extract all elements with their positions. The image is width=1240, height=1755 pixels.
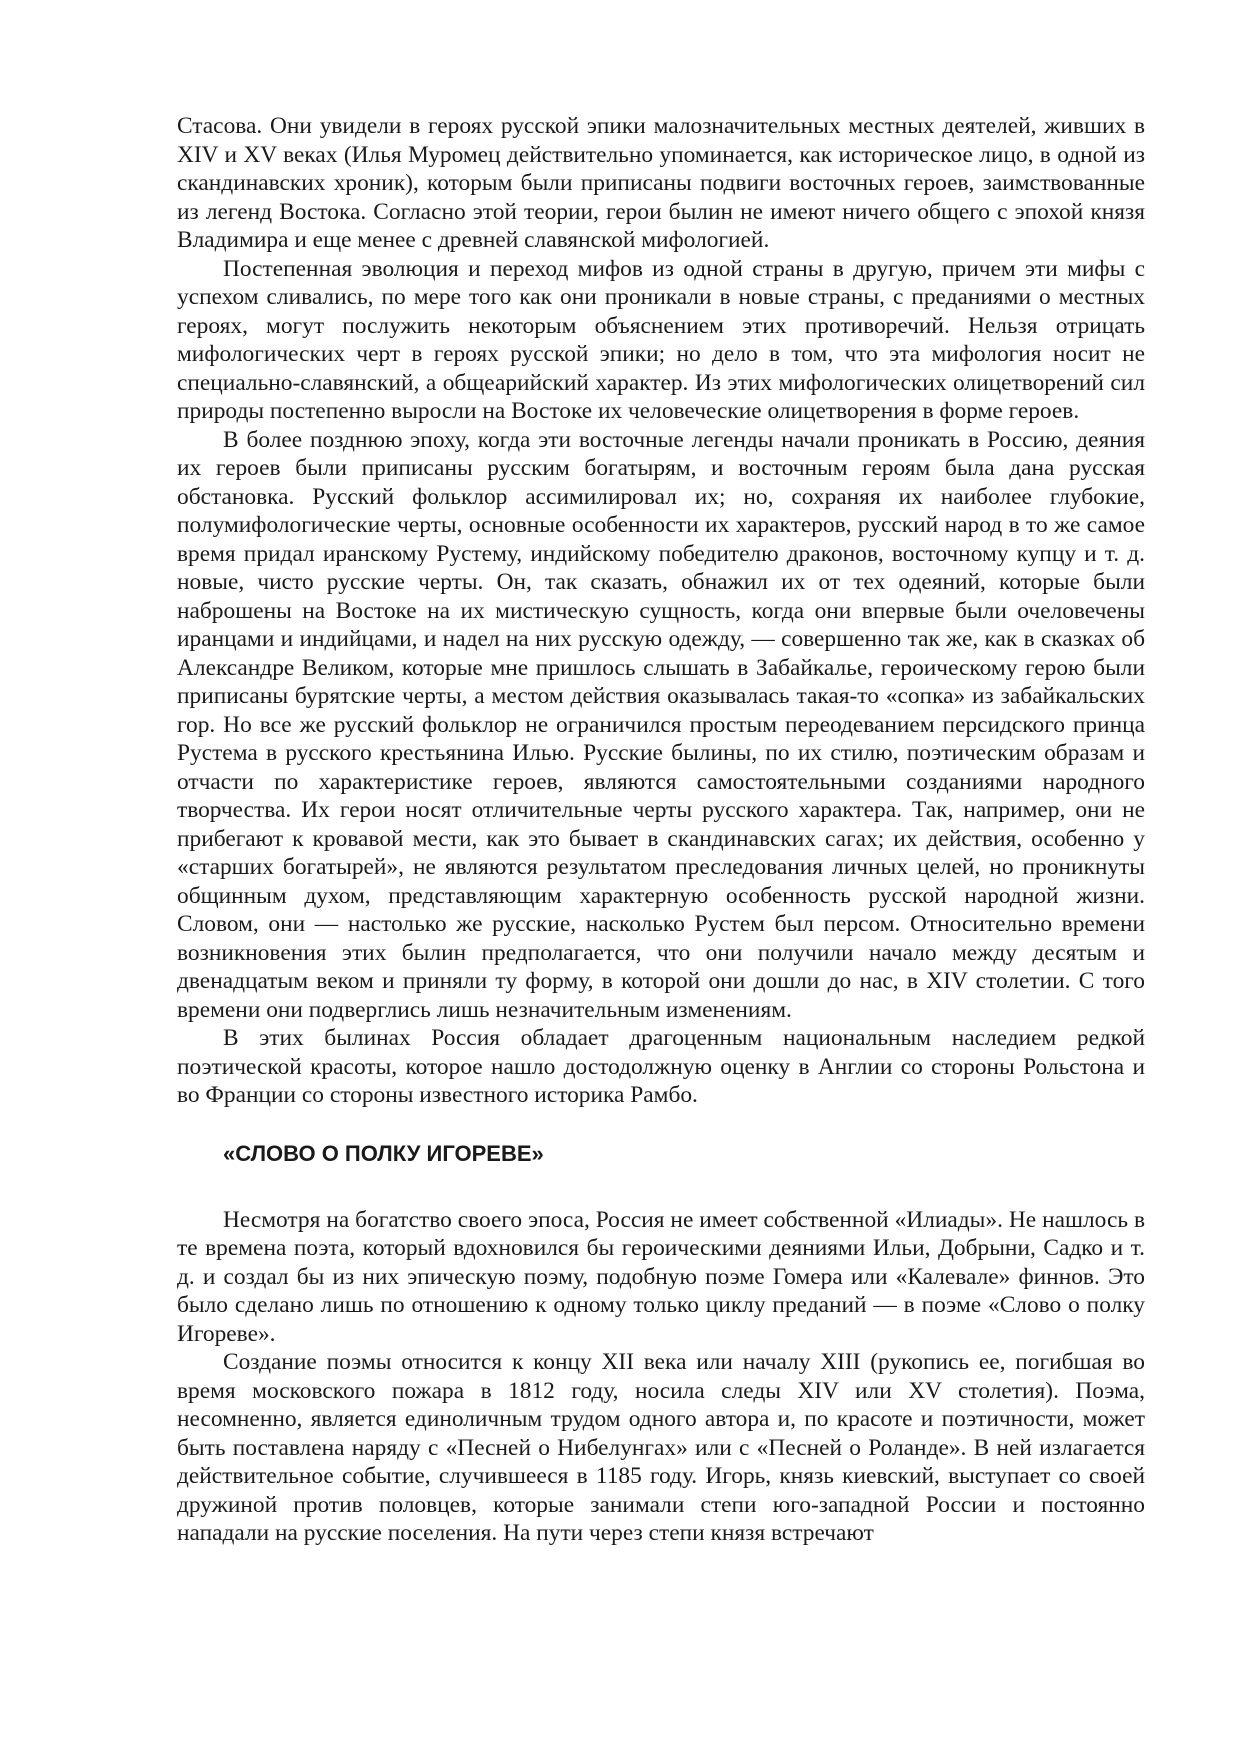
document-page [177, 112, 1145, 1548]
paragraph-poetic-heritage: В этих былинах Россия обладает драгоценным национальным наследием редкой поэтической красоты, которое нашло достодолжную оценку в Англии со стороны Рольстона и во Франции со стороны известного историка Рамбо. [177, 1025, 1145, 1108]
paragraph-myth-evolution: Постепенная эволюция и переход мифов из одной страны в другую, причем эти мифы с успехом сливались, по мере того как они проникали в новые страны, с преданиями о местных героях, могут послужить некоторым объяснением этих противоречий. Нельзя отрицать мифологических черт в героях русской эпики; но дело в том, что эта мифология носит не специально-славянский, а общеарийский характер. Из этих мифологических олицетворений сил природы постепенно выросли на Востоке их человеческие олицетворения в форме героев. [177, 255, 1145, 424]
paragraph-russian-folklore: В более позднюю эпоху, когда эти восточные легенды начали проникать в Россию, деяния их героев были приписаны русским богатырям, и восточным героям была дана русская обстановка. Русский фольклор ассимилировал их; но, сохраняя их наиболее глубокие, полумифологические черты, основные особенности их характеров, русский народ в то же самое время придал иранскому Рустему, индийскому победителю драконов, восточному купцу и т. д. новые, чисто русские черты. Он, так сказать, обнажил их от тех одеяний, которые были наброшены на Востоке на их мистическую сущность, когда они впервые были очеловечены иранцами и индийцами, и надел на них русскую одежду, — совершенно так же, как в сказках об Александре Великом, которые мне пришлось слышать в Забайкалье, героическому герою были приписаны бурятские черты, а местом действия оказывалась такая-то «сопка» из забайкальских гор. Но все же русский фольклор не ограничился простым переодеванием персидского принца Рустема в русского крестьянина Илью. Русские былины, по их стилю, поэтическим образам и отчасти по характеристике героев, являются самостоятельными созданиями народного творчества. Их герои носят отличительные черты русского характера. Так, например, они не прибегают к кровавой мести, как это бывает в скандинавских сагах; их действия, особенно у «старших богатырей», не являются результатом преследования личных целей, но проникнуты общинным духом, представляющим характерную особенность русской народной жизни. Словом, они — настолько же русские, насколько Рустем был персом. Относительно времени возникновения этих былин предполагается, что они получили начало между десятым и двенадцатым веком и приняли ту форму, в которой они дошли до нас, в XIV столетии. С того времени они подверглись лишь незначительным изменениям. [177, 426, 1145, 1023]
paragraph-poem-creation: Создание поэмы относится к концу XII века или началу XIII (рукопись ее, погибшая во время московского пожара в 1812 году, носила следы XIV или XV столетия). Поэма, несомненно, является единоличным трудом одного автора и, по красоте и поэтичности, может быть поставлена наряду с «Песней о Нибелунгах» или с «Песней о Роланде». В ней излагается действительное событие, случившееся в 1185 году. Игорь, князь киевский, выступает со своей дружиной против половцев, которые занимали степи юго-западной России и постоянно нападали на русские поселения. На пути через степи князя встречают [177, 1349, 1145, 1546]
paragraph-stasov-theory: Стасова. Они увидели в героях русской эпики малозначительных местных деятелей, живших в XIV и XV веках (Илья Муромец действительно упоминается, как историческое лицо, в одной из скандинавских хроник), которым были приписаны подвиги восточных героев, заимствованные из легенд Востока. Согласно этой теории, герои былин не имеют ничего общего с эпохой князя Владимира и еще менее с древней славянской мифологией. [177, 113, 1145, 253]
paragraph-no-iliad: Несмотря на богатство своего эпоса, Россия не имеет собственной «Илиады». Не нашлось в те времена поэта, который вдохновился бы героическими деяниями Ильи, Добрыни, Садко и т. д. и создал бы из них эпическую поэму, подобную поэме Гомера или «Калевале» финнов. Это было сделано лишь по отношению к одному только циклу преданий — в поэме «Слово о полку Игореве». [177, 1206, 1145, 1347]
section-heading: «СЛОВО О ПОЛКУ ИГОРЕВЕ» [223, 1140, 544, 1166]
